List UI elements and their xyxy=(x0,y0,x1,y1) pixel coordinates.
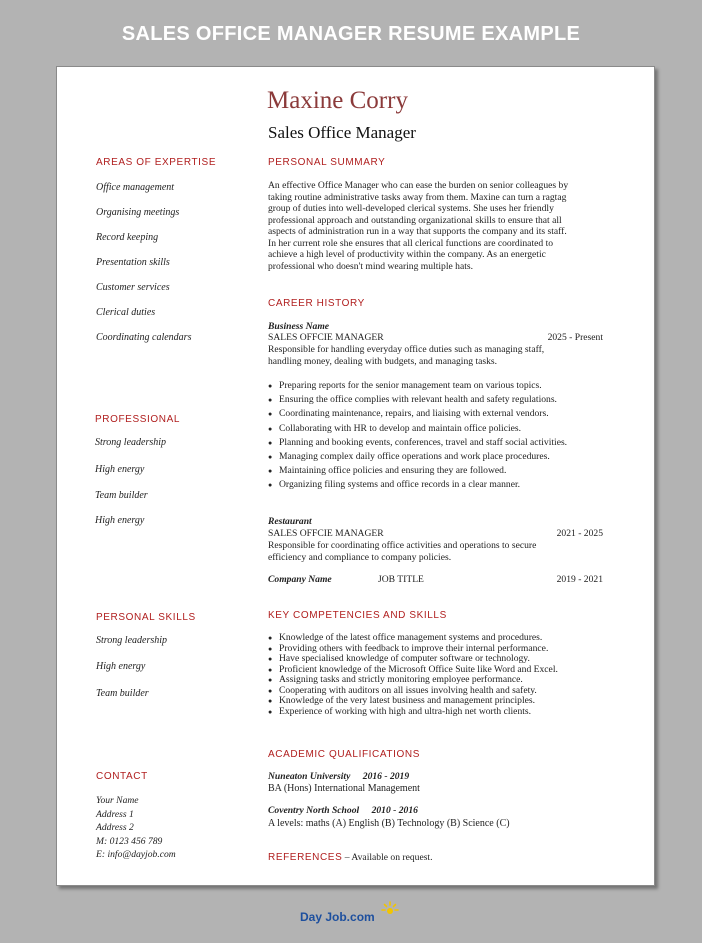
references-line xyxy=(268,852,433,864)
job2-dates: 2021 - 2025 xyxy=(556,528,603,539)
expertise-item: Office management xyxy=(96,182,175,193)
job1-description xyxy=(268,344,613,367)
job1-row xyxy=(268,332,603,343)
professional-item: High energy xyxy=(95,515,145,526)
dayjob-logo: Day Job.com xyxy=(300,910,375,924)
competency-bullet: ● Knowledge of the latest office management systems and procedures. xyxy=(268,633,618,644)
professional-item: Strong leadership xyxy=(95,437,167,448)
job1-dates: 2025 - Present xyxy=(547,332,603,343)
job2-desc-line: Responsible for coordinating office activities and operations to secure xyxy=(268,540,537,551)
job1-bullet: ● Collaborating with HR to develop and maintain office policies. xyxy=(268,422,618,436)
qualification-1-detail: BA (Hons) International Management xyxy=(268,783,420,794)
professional-item: High energy xyxy=(95,464,145,475)
job1-bullets xyxy=(268,379,618,493)
references-text: – Available on request. xyxy=(342,852,433,863)
job3-company: Company Name xyxy=(268,574,332,585)
sun-icon xyxy=(380,900,400,920)
professional-heading: PROFESSIONAL xyxy=(95,414,180,425)
competency-bullet: ● Experience of working with high and ultra-high net worth clients. xyxy=(268,707,618,718)
personal-skill-item: Team builder xyxy=(96,688,149,699)
job1-desc-line: handling money, dealing with budgets, and managing tasks. xyxy=(268,355,498,367)
candidate-job-title: Sales Office Manager xyxy=(268,123,416,142)
expertise-item: Coordinating calendars xyxy=(96,332,192,343)
competencies-heading: KEY COMPETENCIES AND SKILLS xyxy=(268,610,447,621)
job1-bullet: ● Maintaining office policies and ensuring they are followed. xyxy=(268,464,618,478)
job2-row xyxy=(268,528,603,539)
academic-heading: ACADEMIC QUALIFICATIONS xyxy=(268,749,420,760)
resume-sheet xyxy=(56,66,655,886)
summary-line: In her current role she ensures that all clerical functions are coordinated to xyxy=(268,237,554,249)
job1-company: Business Name xyxy=(268,321,330,332)
references-heading: REFERENCES xyxy=(268,852,343,863)
job1-bullet: ● Planning and booking events, conferences, travel and staff social activities. xyxy=(268,436,618,450)
contact-heading: CONTACT xyxy=(96,771,148,782)
qualification-1-years: 2016 - 2019 xyxy=(362,771,410,782)
candidate-name: Maxine Corry xyxy=(267,87,408,114)
summary-paragraph xyxy=(268,180,613,272)
summary-line: professional who doesn't mind wearing multiple hats. xyxy=(268,260,474,272)
qualification-1-header xyxy=(268,771,409,783)
competency-bullet: ● Cooperating with auditors on all issues involving health and safety. xyxy=(268,686,618,697)
page-banner: SALES OFFICE MANAGER RESUME EXAMPLE xyxy=(121,23,581,45)
summary-line: achieve a high level of productivity within the company. As an energetic xyxy=(268,249,546,260)
job3-dates: 2019 - 2021 xyxy=(556,574,603,585)
job1-bullet: ● Coordinating maintenance, repairs, and liaising with external vendors. xyxy=(268,407,618,421)
expertise-item: Presentation skills xyxy=(96,257,170,268)
job2-company: Restaurant xyxy=(268,516,312,527)
qualification-2-school: Coventry North School xyxy=(268,805,360,816)
job1-bullet: ● Managing complex daily office operations and work place procedures. xyxy=(268,450,618,464)
job3-row xyxy=(268,574,603,585)
competency-bullet: ● Have specialised knowledge of computer software or technology. xyxy=(268,654,618,665)
job2-role: SALES OFFCIE MANAGER xyxy=(268,528,384,539)
competency-bullet: ● Assigning tasks and strictly monitoring employee performance. xyxy=(268,675,618,686)
job2-desc-line: efficiency and compliance to company policies. xyxy=(268,551,452,563)
summary-line: taking routine administrative tasks away from them. Maxine can turn a ragtag xyxy=(268,191,567,203)
expertise-item: Customer services xyxy=(96,282,170,293)
competency-bullet: ● Proficient knowledge of the Microsoft Office Suite like Word and Excel. xyxy=(268,665,618,676)
job1-role: SALES OFFCIE MANAGER xyxy=(268,332,384,343)
expertise-item: Clerical duties xyxy=(96,307,156,318)
job2-description xyxy=(268,540,613,563)
competencies-bullets xyxy=(268,633,618,717)
expertise-item: Record keeping xyxy=(96,232,159,243)
contact-mobile: M: 0123 456 789 xyxy=(96,835,163,847)
contact-email: E: info@dayjob.com xyxy=(96,849,176,860)
job1-desc-line: Responsible for handling everyday office duties such as managing staff, xyxy=(268,344,545,355)
personal-skill-item: Strong leadership xyxy=(96,635,168,646)
contact-address-2: Address 2 xyxy=(96,822,134,833)
summary-line: aspects of administration run in a way that supports the company and its staff. xyxy=(268,226,567,237)
contact-block xyxy=(96,794,176,862)
summary-line: professional approach and outstanding organizational skills to ensure that all xyxy=(268,214,562,226)
competency-bullet: ● Providing others with feedback to improve their internal performance. xyxy=(268,644,618,655)
qualification-2-detail: A levels: maths (A) English (B) Technology (B) Science (C) xyxy=(268,818,510,829)
qualification-2-years: 2010 - 2016 xyxy=(371,805,418,816)
job1-bullet: ● Organizing filing systems and office records in a clear manner. xyxy=(268,478,618,492)
job1-bullet: ● Ensuring the office complies with relevant health and safety regulations. xyxy=(268,393,618,407)
job1-bullet: ● Preparing reports for the senior management team on various topics. xyxy=(268,379,618,393)
personal-skill-item: High energy xyxy=(96,661,146,672)
summary-heading: PERSONAL SUMMARY xyxy=(268,157,386,168)
expertise-heading: AREAS OF EXPERTISE xyxy=(96,157,217,168)
qualification-1-school: Nuneaton University xyxy=(268,771,351,782)
job3-role: JOB TITLE xyxy=(378,574,424,585)
personal-skills-heading: PERSONAL SKILLS xyxy=(96,612,196,623)
career-heading: CAREER HISTORY xyxy=(268,298,365,309)
competency-bullet: ● Knowledge of the very latest business and management principles. xyxy=(268,696,618,707)
contact-name: Your Name xyxy=(96,795,139,806)
expertise-item: Organising meetings xyxy=(96,207,180,218)
summary-line: group of duties into well-developed clerical systems. She uses her friendly xyxy=(268,203,554,214)
contact-address-1: Address 1 xyxy=(96,808,134,820)
qualification-2-header xyxy=(268,805,418,817)
summary-line: An effective Office Manager who can ease the burden on senior colleagues by xyxy=(268,180,569,191)
professional-item: Team builder xyxy=(95,490,148,501)
